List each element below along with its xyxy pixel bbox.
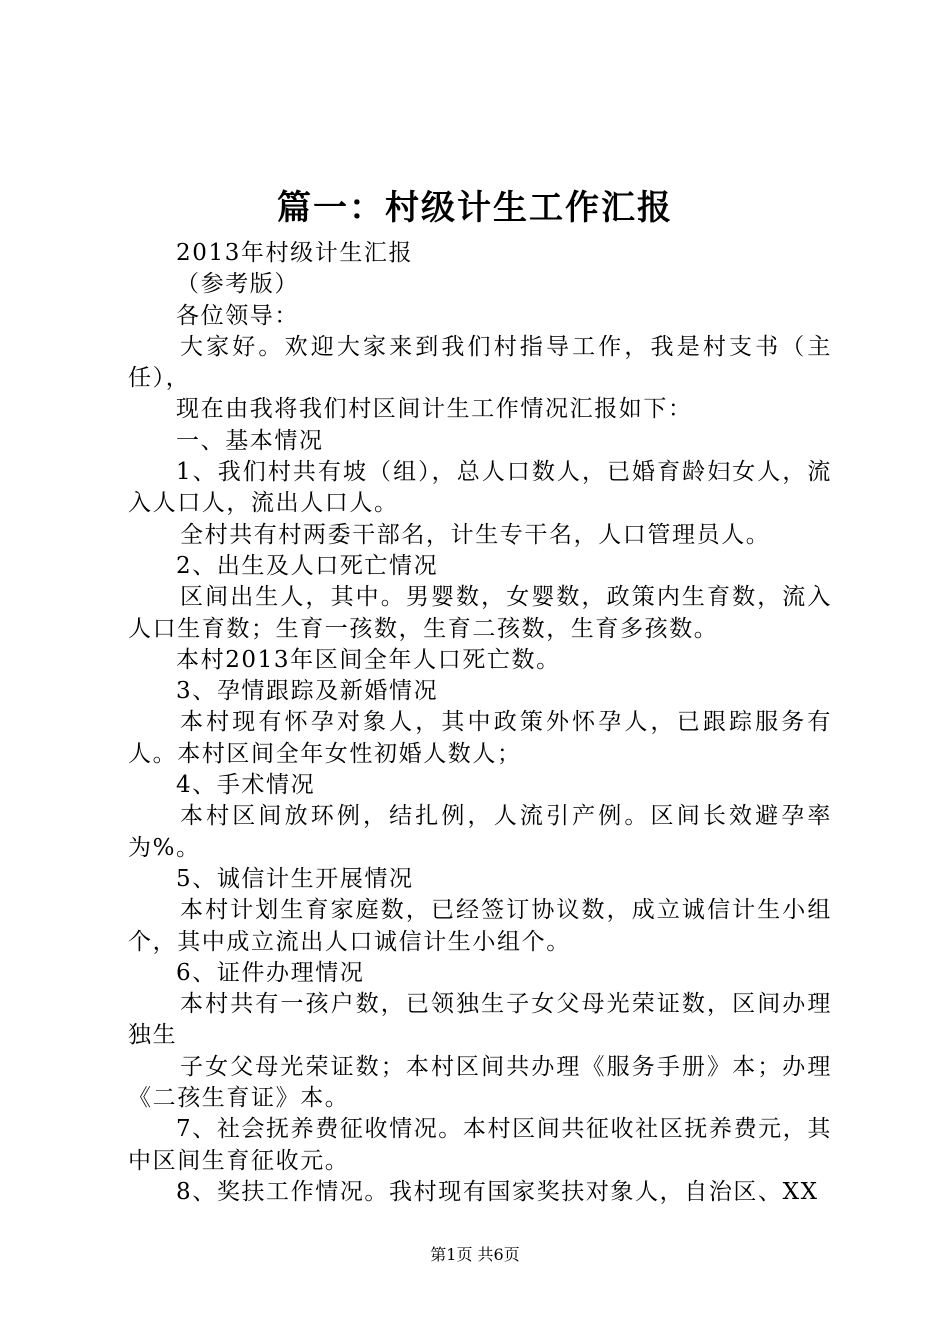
section-heading-basic: 一、基本情况 — [176, 427, 324, 454]
population-paragraph: 1、我们村共有坡（组），总人口数人，已婚育龄妇女人，流入人口人，流出人口人。 — [128, 459, 832, 517]
section-heading-births: 2、出生及人口死亡情况 — [176, 552, 439, 579]
section-heading-surgery: 4、手术情况 — [176, 772, 316, 799]
salutation: 各位领导： — [176, 302, 299, 329]
intro-paragraph: 现在由我将我们村区间计生工作情况汇报如下： — [176, 396, 693, 423]
births-paragraph: 区间出生人，其中。男婴数，女婴数，政策内生育数，流入人口生育数；生育一孩数，生育二孩数，生育多孩数。 — [128, 584, 832, 642]
deaths-paragraph: 本村2013年区间全年人口死亡数。 — [176, 646, 561, 673]
integrity-paragraph: 本村计划生育家庭数，已经签订协议数，成立诚信计生小组个，其中成立流出人口诚信计生小组个。 — [128, 897, 832, 955]
reward-paragraph: 8、奖扶工作情况。我村现有国家奖扶对象人，自治区、XX — [176, 1178, 819, 1205]
reference-version-note: （参考版） — [176, 271, 299, 298]
pregnancy-paragraph: 本村现有怀孕对象人，其中政策外怀孕人，已跟踪服务有人。本村区间全年女性初婚人数人； — [128, 709, 832, 767]
report-year-heading: 2013年村级计生汇报 — [176, 240, 414, 266]
page-title: 篇一：村级计生工作汇报 — [277, 188, 673, 228]
section-heading-integrity: 5、诚信计生开展情况 — [176, 865, 414, 892]
document-body — [128, 238, 832, 1208]
certificates-paragraph-continued: 子女父母光荣证数；本村区间共办理《服务手册》本；办理《二孩生育证》本。 — [128, 1053, 832, 1112]
section-heading-pregnancy: 3、孕情跟踪及新婚情况 — [176, 678, 439, 705]
page-footer: 第1页 共6页 — [430, 1245, 520, 1264]
section-heading-certificates: 6、证件办理情况 — [176, 959, 365, 986]
social-fee-paragraph: 7、社会抚养费征收情况。本村区间共征收社区抚养费元，其中区间生育征收元。 — [128, 1116, 832, 1174]
staff-paragraph: 全村共有村两委干部名，计生专干名，人口管理员人。 — [180, 521, 771, 548]
certificates-paragraph: 本村共有一孩户数，已领独生子女父母光荣证数，区间办理独生 — [128, 991, 832, 1049]
greeting-paragraph: 大家好。欢迎大家来到我们村指导工作，我是村支书（主任）， — [128, 333, 832, 392]
surgery-paragraph: 本村区间放环例，结扎例，人流引产例。区间长效避孕率为%。 — [128, 803, 832, 861]
